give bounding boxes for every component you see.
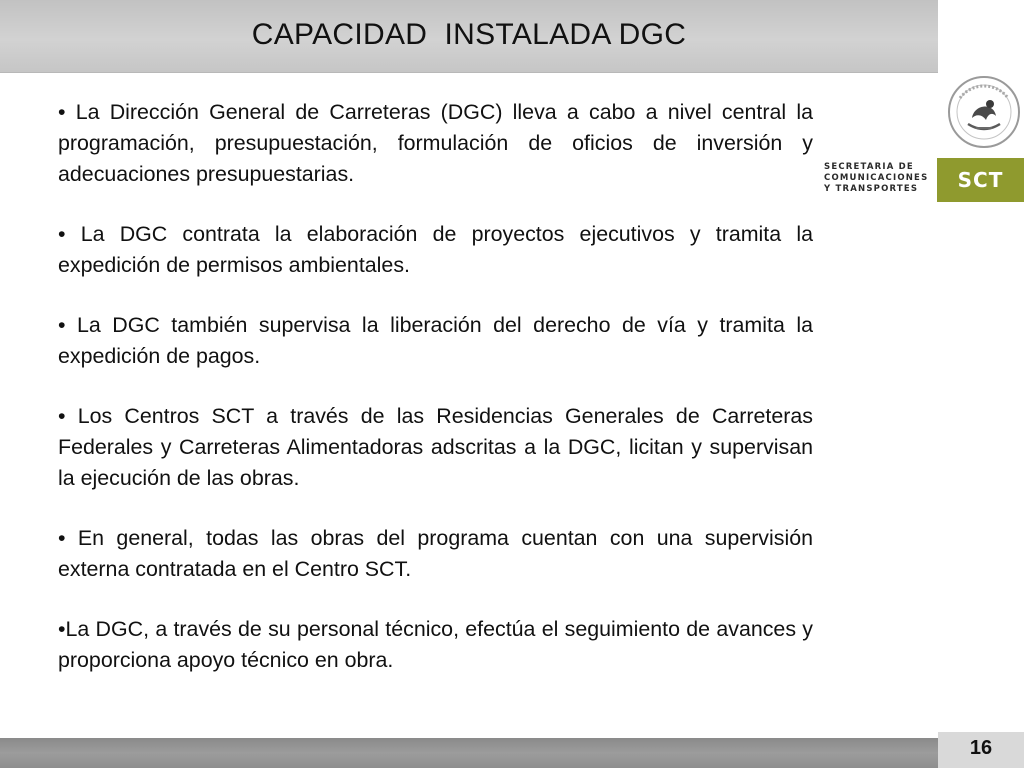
- page-number-box: [938, 732, 1024, 768]
- agency-line: COMUNICACIONES: [824, 173, 929, 183]
- agency-line: SECRETARIA DE: [824, 162, 914, 172]
- bullet-item: • En general, todas las obras del programa cuentan con una supervisión externa contratada en el Centro SCT.: [58, 526, 813, 581]
- bullet-item: •La DGC, a través de su personal técnico, efectúa el seguimiento de avances y proporciona apoyo técnico en obra.: [58, 617, 813, 672]
- bullet-item: • Los Centros SCT a través de las Residencias Generales de Carreteras Federales y Carreteras Alimentadoras adscritas a la DGC, licitan y supervisan la ejecución de las obras.: [58, 404, 813, 490]
- mexican-coat-of-arms-icon: [946, 74, 1022, 150]
- slide-title: CAPACIDAD INSTALADA DGC: [251, 18, 687, 51]
- page-number: 16: [969, 737, 993, 759]
- agency-line: Y TRANSPORTES: [824, 184, 919, 194]
- bullet-list: [58, 97, 813, 676]
- bullet-item: • La DGC también supervisa la liberación del derecho de vía y tramita la expedición de pagos.: [58, 313, 813, 368]
- bullet-item: • La Dirección General de Carreteras (DGC) lleva a cabo a nivel central la programación, presupuestación, formulación de oficios de inversión y adecuaciones presupuestarias.: [58, 100, 813, 186]
- footer-bar: [0, 738, 938, 768]
- sct-acronym: SCT: [957, 168, 1004, 192]
- sct-logo: [820, 72, 1024, 208]
- title-bar: [0, 0, 938, 73]
- sct-badge: [937, 158, 1024, 202]
- bullet-item: • La DGC contrata la elaboración de proyectos ejecutivos y tramita la expedición de permisos ambientales.: [58, 222, 813, 277]
- agency-name: [824, 162, 934, 195]
